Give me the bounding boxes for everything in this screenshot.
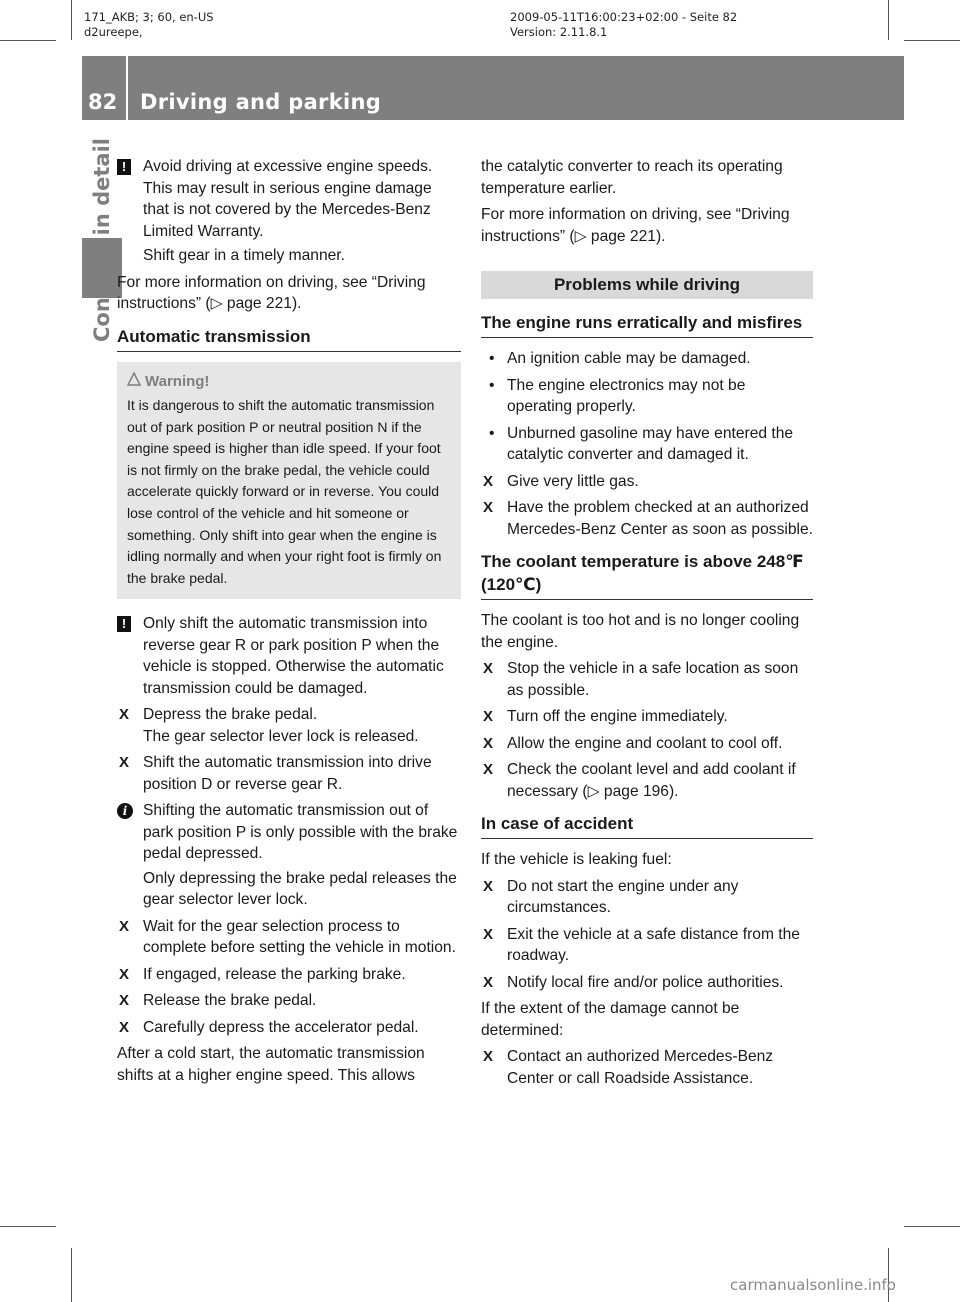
info-icon: i: [117, 803, 133, 819]
step-text: Exit the vehicle at a safe distance from the roadway.: [507, 925, 800, 964]
step-arrow-icon: X: [483, 761, 494, 778]
left-column: [117, 156, 461, 1091]
exclamation-icon: !: [117, 159, 131, 175]
bullet-icon: •: [489, 376, 495, 394]
step-text: Contact an authorized Mercedes-Benz Center or call Roadside Assistance.: [507, 1048, 774, 1087]
heading-in-case-of-accident: In case of accident: [481, 812, 813, 839]
step-arrow-icon: X: [483, 973, 494, 991]
print-meta-left: [84, 10, 214, 40]
step-arrow-icon: X: [119, 965, 130, 983]
step-item: [481, 972, 813, 994]
step-item: [481, 733, 813, 755]
step-item: [481, 658, 813, 701]
step-item: [481, 924, 813, 967]
warning-text: It is dangerous to shift the automatic transmission out of park position P or neutral position N if the engine speed is higher than idle speed. If your foot is not firmly on the brake pedal, the vehicle could accelerate quickly forward or in reverse. You could lose control of the vehicle and hit someone or something. Only shift into gear when the engine is idling normally and when your right foot is firmly on the brake pedal.: [127, 397, 442, 586]
step-item: [117, 1017, 461, 1039]
crop-mark: [904, 1226, 960, 1227]
bullet-icon: •: [489, 350, 495, 367]
bullet-text: The engine electronics may not be operating properly.: [507, 376, 746, 415]
step-arrow-icon: X: [119, 706, 130, 724]
step-text: Have the problem checked at an authorized Mercedes-Benz Center as soon as possible.: [507, 499, 813, 538]
continued-text: the catalytic converter to reach its operating temperature earlier.: [481, 158, 783, 197]
step-arrow-icon: X: [483, 499, 494, 516]
heading-automatic-transmission: Automatic transmission: [117, 325, 461, 352]
step-arrow-icon: X: [119, 917, 130, 935]
crop-mark: [71, 1248, 72, 1302]
crop-mark: [71, 0, 72, 40]
step-item: [481, 706, 813, 728]
page-title: Driving and parking: [140, 90, 382, 114]
step-item: [117, 704, 461, 747]
caution-text: Only shift the automatic transmission into reverse gear R or park position P when the vehicle is stopped. Otherwise the automatic transmission could be damaged.: [143, 615, 444, 697]
damage-extent-text: If the extent of the damage cannot be determined:: [481, 1000, 740, 1039]
watermark: carmanualsonline.info: [730, 1276, 896, 1294]
step-arrow-icon: X: [483, 1048, 494, 1065]
bullet-item: [481, 375, 813, 418]
step-arrow-icon: X: [483, 877, 494, 895]
print-meta-right-line2: Version: 2.11.8.1: [510, 25, 608, 39]
side-tab: [82, 238, 122, 298]
step-item: [481, 759, 813, 802]
caution-text: Avoid driving at excessive engine speeds. This may result in serious engine damage that is not covered by the Mercedes-Benz Limited Warranty.: [143, 158, 433, 240]
info-text: Shifting the automatic transmission out of park position P is only possible with the brake pedal depressed.: [143, 802, 458, 863]
bullet-item: [481, 423, 813, 466]
print-meta-left-line2: d2ureepe,: [84, 25, 143, 39]
step-item: [481, 497, 813, 540]
step-item: [117, 964, 461, 986]
section-problems-while-driving: Problems while driving: [481, 271, 813, 299]
step-text: Give very little gas.: [507, 472, 639, 490]
step-text: Do not start the engine under any circumstances.: [507, 877, 739, 916]
caution-note-2: [117, 613, 461, 699]
caution-note: [117, 156, 461, 267]
right-column: [481, 156, 813, 1094]
step-arrow-icon: X: [483, 472, 494, 490]
bullet-text: Unburned gasoline may have entered the catalytic converter and damaged it.: [507, 424, 794, 463]
print-meta-right: [510, 10, 737, 40]
step-item: [117, 752, 461, 795]
step-text: Check the coolant level and add coolant if necessary (▷ page 196).: [507, 761, 796, 800]
cold-start-text: After a cold start, the automatic transmission shifts at a higher engine speed. This allows: [117, 1045, 425, 1084]
more-info-text: For more information on driving, see “Driving instructions” (▷ page 221).: [117, 273, 426, 312]
step-text: Stop the vehicle in a safe location as soon as possible.: [507, 660, 799, 699]
bullet-icon: •: [489, 424, 495, 442]
step-arrow-icon: X: [119, 754, 130, 772]
step-arrow-icon: X: [483, 708, 494, 725]
bullet-item: [481, 348, 813, 370]
info-note: [117, 800, 461, 911]
heading-coolant-temperature: The coolant temperature is above 248℉ (120℃): [481, 550, 813, 600]
step-text: Wait for the gear selection process to complete before setting the vehicle in motion.: [143, 917, 456, 957]
heading-engine-misfires: The engine runs erratically and misfires: [481, 311, 813, 338]
crop-mark: [0, 1226, 56, 1227]
step-arrow-icon: X: [483, 734, 494, 752]
crop-mark: [888, 0, 889, 40]
more-info-text: For more information on driving, see “Driving instructions” (▷ page 221).: [481, 206, 790, 245]
step-arrow-icon: X: [483, 925, 494, 943]
caution-text-2: Shift gear in a timely manner.: [143, 247, 345, 264]
warning-title: [127, 371, 451, 393]
coolant-text: The coolant is too hot and is no longer cooling the engine.: [481, 612, 800, 651]
step-arrow-icon: X: [119, 992, 130, 1010]
step-item: [117, 916, 461, 959]
step-item: [481, 876, 813, 919]
step-item: [117, 990, 461, 1012]
warning-title-text: Warning!: [145, 372, 210, 390]
step-item: [481, 471, 813, 493]
header-separator: [126, 56, 128, 120]
step-arrow-icon: X: [483, 660, 494, 677]
step-text: Shift the automatic transmission into drive position D or reverse gear R.: [143, 754, 432, 793]
fuel-leak-text: If the vehicle is leaking fuel:: [481, 851, 672, 868]
crop-mark: [904, 40, 960, 41]
step-arrow-icon: X: [119, 1018, 130, 1036]
exclamation-icon: !: [117, 616, 131, 632]
step-text: Turn off the engine immediately.: [507, 708, 728, 725]
step-text: Allow the engine and coolant to cool off.: [507, 734, 783, 752]
step-text: Carefully depress the accelerator pedal.: [143, 1018, 419, 1036]
step-result-text: The gear selector lever lock is released.: [143, 727, 419, 745]
step-text: If engaged, release the parking brake.: [143, 965, 406, 983]
step-text: Depress the brake pedal.: [143, 706, 318, 724]
warning-triangle-icon: [127, 372, 141, 386]
step-text: Notify local fire and/or police authorities.: [507, 973, 784, 991]
bullet-text: An ignition cable may be damaged.: [507, 350, 751, 367]
step-text: Release the brake pedal.: [143, 992, 317, 1010]
crop-mark: [0, 40, 56, 41]
info-text-2: Only depressing the brake pedal releases the gear selector lever lock.: [143, 869, 457, 909]
warning-box: [117, 362, 461, 600]
print-meta-right-line1: 2009-05-11T16:00:23+02:00 - Seite 82: [510, 10, 738, 24]
page-number: 82: [88, 90, 118, 114]
step-item: [481, 1046, 813, 1089]
print-meta-left-line1: 171_AKB; 3; 60, en-US: [84, 10, 214, 24]
